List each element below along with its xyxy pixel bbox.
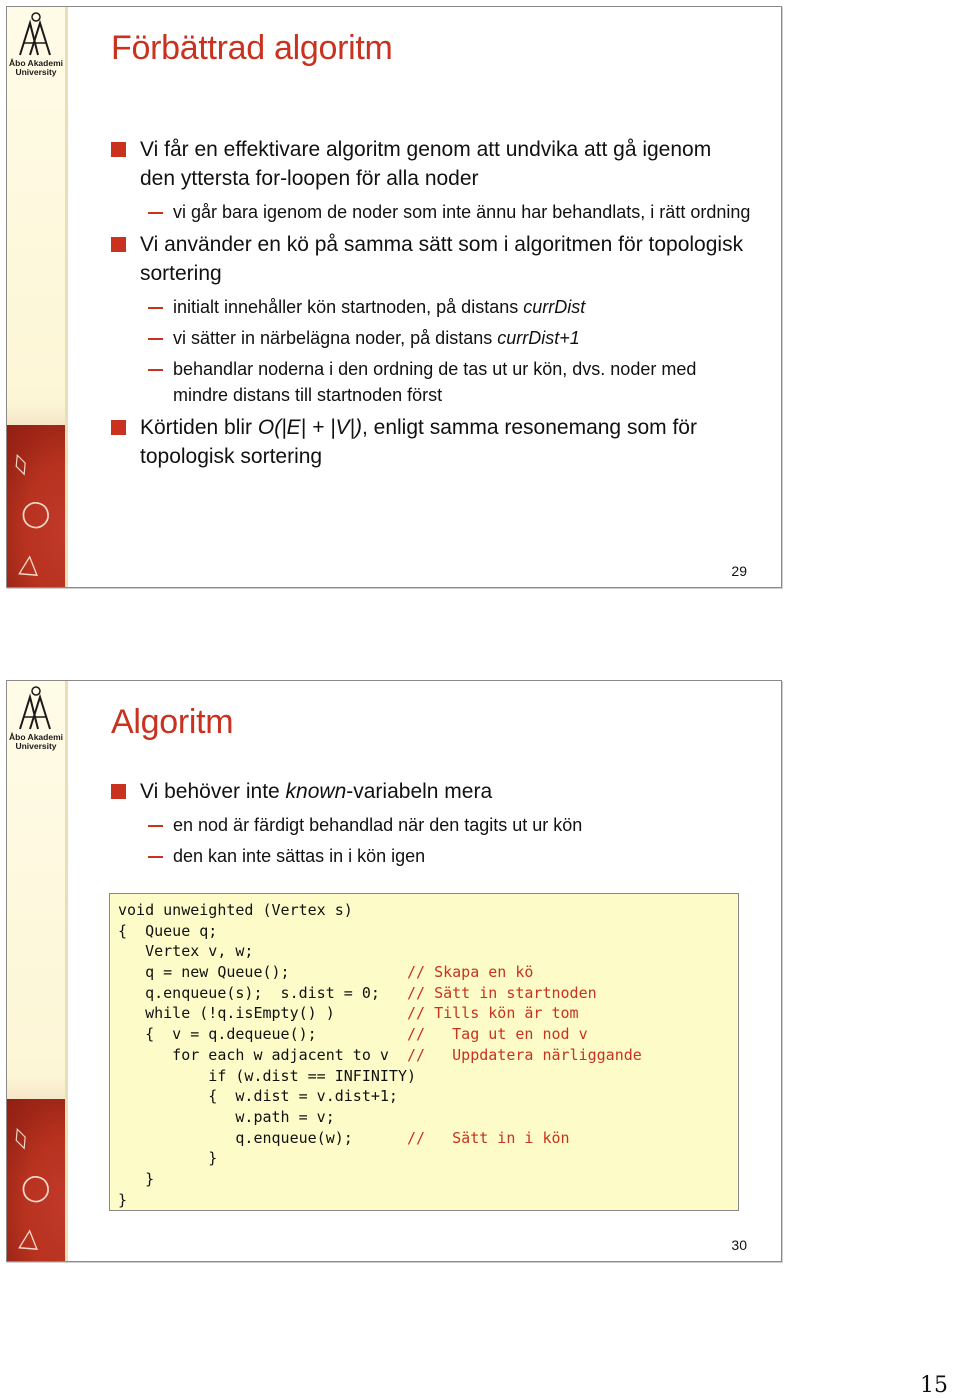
logo-line-2: University xyxy=(15,741,57,751)
dash-bullet-icon xyxy=(148,856,163,858)
code-line: q.enqueue(s); s.dist = 0; // Sätt in startnoden xyxy=(118,983,597,1002)
code-line: while (!q.isEmpty() ) // Tills kön är tom xyxy=(118,1004,579,1023)
sub-bullet-item xyxy=(111,294,751,320)
document-page-number: 15 xyxy=(920,1373,948,1398)
bullet-text: , enligt samma resonemang som för topologisk sortering xyxy=(140,416,697,468)
sidebar-divider xyxy=(65,681,68,1261)
logo-line-1: Åbo Akademi xyxy=(8,732,63,742)
sub-bullet-text: en nod är färdigt behandlad när den tagits ut ur kön xyxy=(173,815,583,835)
university-seal-decoration: ◊ ◯ △ xyxy=(7,1099,65,1261)
code-line: Vertex v, w; xyxy=(118,942,254,961)
slide-title: Algoritm xyxy=(111,703,234,741)
slide-number: 30 xyxy=(731,1237,747,1253)
bullet-item xyxy=(111,777,751,806)
square-bullet-icon xyxy=(111,420,126,435)
logo-line-1: Åbo Akademi xyxy=(8,58,63,68)
slide-number: 29 xyxy=(731,563,747,579)
bullet-list xyxy=(111,777,751,874)
sub-bullet-item xyxy=(111,199,751,225)
dash-bullet-icon xyxy=(148,825,163,827)
code-listing xyxy=(109,893,739,1211)
code-line: w.path = v; xyxy=(118,1107,335,1126)
logo-wordmark xyxy=(8,59,64,77)
university-sidebar xyxy=(7,681,65,1261)
sub-bullet-item xyxy=(111,356,751,408)
square-bullet-icon xyxy=(111,142,126,157)
sub-bullet-text: initialt innehåller kön startnoden, på distans xyxy=(173,297,524,317)
bullet-text: Vi får en effektivare algoritm genom att undvika att gå igenom den yttersta for-loopen för alla noder xyxy=(140,138,712,190)
bullet-text: Vi använder en kö på samma sätt som i algoritmen för topologisk sortering xyxy=(140,233,744,285)
dash-bullet-icon xyxy=(148,307,163,309)
variable-name: currDist xyxy=(523,297,586,317)
code-line: { Queue q; xyxy=(118,921,218,940)
university-logo xyxy=(7,11,65,83)
code-line: { v = q.dequeue(); // Tag ut en nod v xyxy=(118,1025,588,1044)
code-line: if (w.dist == INFINITY) xyxy=(118,1066,417,1085)
bullet-item xyxy=(111,230,751,288)
bullet-list xyxy=(111,135,751,477)
sub-bullet-text: vi går bara igenom de noder som inte ännu har behandlats, i rätt ordning xyxy=(173,202,751,222)
variable-name: currDist+1 xyxy=(497,328,580,348)
code-line: void unweighted (Vertex s) xyxy=(118,901,353,919)
sidebar-divider xyxy=(65,7,68,587)
sub-bullet-item xyxy=(111,812,751,838)
code-line: { w.dist = v.dist+1; xyxy=(118,1087,398,1106)
university-seal-decoration: ◊ ◯ △ xyxy=(7,425,65,587)
dash-bullet-icon xyxy=(148,369,163,371)
square-bullet-icon xyxy=(111,237,126,252)
slide-title: Förbättrad algoritm xyxy=(111,29,393,67)
code-line: } xyxy=(118,1149,218,1168)
complexity-formula: O(|E| + |V|) xyxy=(257,416,362,439)
code-line: q.enqueue(w); // Sätt in i kön xyxy=(118,1128,570,1147)
logo-wordmark xyxy=(8,733,64,751)
code-line: q = new Queue(); // Skapa en kö xyxy=(118,963,534,982)
bullet-text: Körtiden blir xyxy=(140,416,258,439)
square-bullet-icon xyxy=(111,784,126,799)
bullet-text: -variabeln mera xyxy=(346,780,493,803)
sub-bullet-text: behandlar noderna i den ordning de tas ut ur kön, dvs. noder med mindre distans till startnoden först xyxy=(173,359,697,405)
sub-bullet-text: den kan inte sättas in i kön igen xyxy=(173,846,426,866)
sub-bullet-text: vi sätter in närbelägna noder, på distans xyxy=(173,328,498,348)
bullet-text: Vi behöver inte xyxy=(140,780,286,803)
abo-akademi-logo-icon xyxy=(16,11,56,57)
code-line: } xyxy=(118,1190,128,1209)
logo-line-2: University xyxy=(15,67,57,77)
university-sidebar xyxy=(7,7,65,587)
code-line: } xyxy=(118,1169,155,1188)
code-line: for each w adjacent to v // Uppdatera närliggande xyxy=(118,1045,642,1064)
sub-bullet-item xyxy=(111,843,751,869)
bullet-item xyxy=(111,135,751,193)
university-logo xyxy=(7,685,65,757)
dash-bullet-icon xyxy=(148,338,163,340)
slide-30 xyxy=(6,680,782,1262)
slide-29 xyxy=(6,6,782,588)
variable-name: known xyxy=(285,780,347,803)
dash-bullet-icon xyxy=(148,212,163,214)
bullet-item xyxy=(111,413,751,471)
sub-bullet-item xyxy=(111,325,751,351)
abo-akademi-logo-icon xyxy=(16,685,56,731)
